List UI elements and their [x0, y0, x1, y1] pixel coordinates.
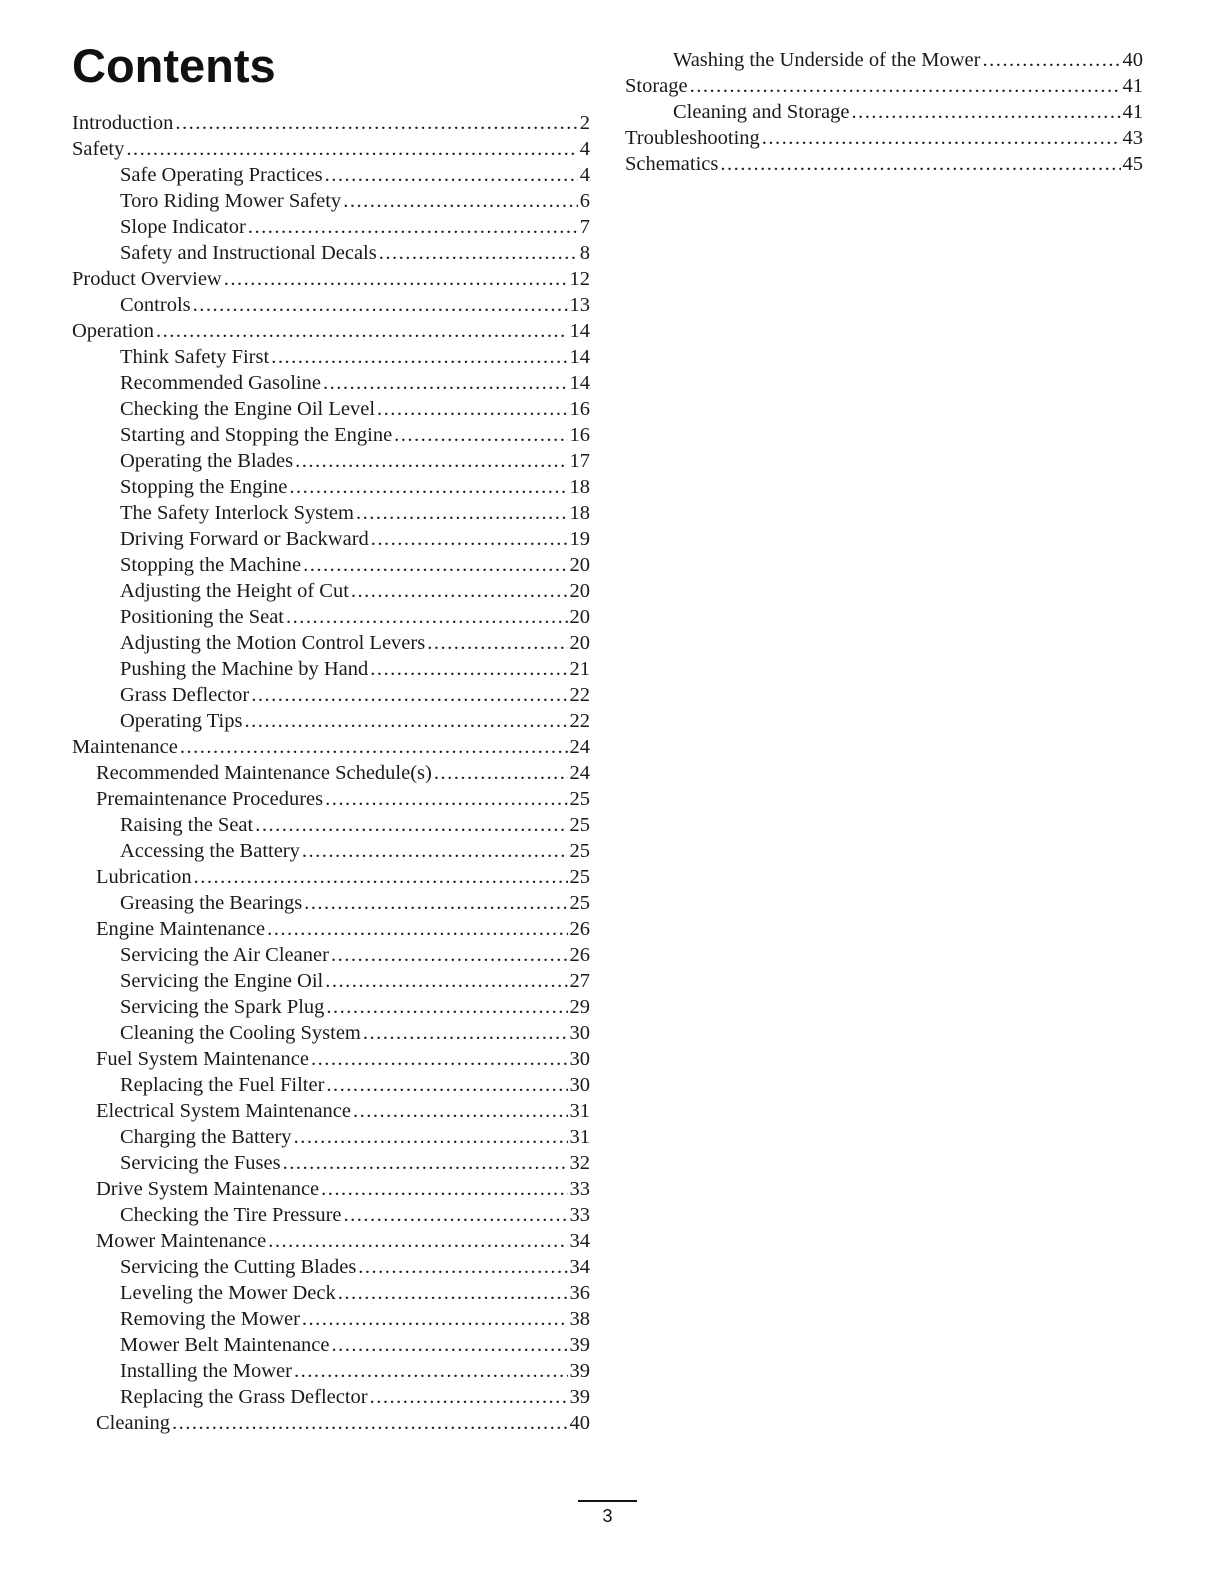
- toc-entry-label: Cleaning the Cooling System: [120, 1022, 361, 1044]
- dot-leader: [294, 1124, 568, 1150]
- toc-entry-page: 36: [569, 1282, 590, 1304]
- toc-entry-page: 31: [569, 1126, 590, 1148]
- toc-entry-page: 19: [569, 528, 590, 550]
- toc-entry-label: Accessing the Battery: [120, 840, 300, 862]
- toc-entry-page: 16: [569, 398, 590, 420]
- toc-entry-label: Starting and Stopping the Engine: [120, 424, 393, 446]
- toc-entry-label: Engine Maintenance: [96, 918, 266, 940]
- toc-entry[interactable]: [72, 1202, 590, 1228]
- toc-entry-page: 39: [569, 1360, 590, 1382]
- toc-entry[interactable]: [72, 136, 590, 162]
- dot-leader: [251, 682, 567, 708]
- toc-entry[interactable]: [72, 396, 590, 422]
- dot-leader: [982, 47, 1120, 73]
- toc-entry[interactable]: [625, 99, 1143, 125]
- toc-entry-page: 30: [569, 1048, 590, 1070]
- dot-leader: [268, 1228, 567, 1254]
- toc-entry[interactable]: [72, 682, 590, 708]
- toc-entry[interactable]: [72, 422, 590, 448]
- toc-entry-page: 24: [569, 736, 590, 758]
- toc-entry-label: Operating the Blades: [120, 450, 294, 472]
- toc-entry[interactable]: [72, 1046, 590, 1072]
- toc-entry[interactable]: [72, 110, 590, 136]
- toc-entry-page: 17: [569, 450, 590, 472]
- dot-leader: [193, 292, 568, 318]
- dot-leader: [244, 708, 567, 734]
- dot-leader: [267, 916, 567, 942]
- toc-entry[interactable]: [72, 786, 590, 812]
- dot-leader: [351, 578, 568, 604]
- toc-entry-page: 45: [1122, 153, 1143, 175]
- toc-entry[interactable]: [72, 292, 590, 318]
- toc-entry-page: 26: [569, 944, 590, 966]
- dot-leader: [370, 1384, 568, 1410]
- toc-entry-label: Slope Indicator: [120, 216, 246, 238]
- toc-entry[interactable]: [72, 838, 590, 864]
- toc-entry-label: Checking the Engine Oil Level: [120, 398, 376, 420]
- toc-entry-label: Replacing the Fuel Filter: [120, 1074, 325, 1096]
- toc-entry-page: 16: [569, 424, 590, 446]
- toc-entry-label: The Safety Interlock System: [120, 502, 354, 524]
- dot-leader: [321, 1176, 567, 1202]
- dot-leader: [720, 151, 1120, 177]
- dot-leader: [303, 552, 567, 578]
- toc-entry-page: 24: [569, 762, 590, 784]
- dot-leader: [194, 864, 568, 890]
- toc-entry-page: 22: [569, 710, 590, 732]
- dot-leader: [325, 786, 567, 812]
- dot-leader: [302, 1306, 568, 1332]
- dot-leader: [343, 188, 578, 214]
- toc-entry[interactable]: [72, 1020, 590, 1046]
- dot-leader: [323, 370, 568, 396]
- toc-entry-page: 34: [569, 1230, 590, 1252]
- toc-entry[interactable]: [625, 151, 1143, 177]
- toc-entry-page: 8: [579, 242, 590, 264]
- dot-leader: [325, 162, 578, 188]
- toc-entry[interactable]: [72, 916, 590, 942]
- toc-entry-page: 30: [569, 1022, 590, 1044]
- toc-entry-page: 39: [569, 1334, 590, 1356]
- toc-entry-page: 14: [569, 346, 590, 368]
- toc-entry-page: 14: [569, 372, 590, 394]
- toc-entry[interactable]: [72, 578, 590, 604]
- dot-leader: [353, 1098, 567, 1124]
- toc-entry-page: 41: [1122, 75, 1143, 97]
- page-title: Contents: [72, 39, 276, 92]
- dot-leader: [325, 968, 567, 994]
- toc-entry-page: 31: [569, 1100, 590, 1122]
- toc-entry[interactable]: [72, 864, 590, 890]
- toc-entry-page: 25: [569, 840, 590, 862]
- toc-entry[interactable]: [72, 942, 590, 968]
- toc-entry-page: 13: [569, 294, 590, 316]
- toc-entry-page: 18: [569, 476, 590, 498]
- dot-leader: [286, 604, 568, 630]
- dot-leader: [180, 734, 568, 760]
- dot-leader: [338, 1280, 568, 1306]
- toc-entry-page: 34: [569, 1256, 590, 1278]
- toc-entry[interactable]: [72, 630, 590, 656]
- toc-entry-label: Safe Operating Practices: [120, 164, 323, 186]
- dot-leader: [126, 136, 577, 162]
- toc-column-right: [625, 47, 1143, 177]
- dot-leader: [379, 240, 578, 266]
- dot-leader: [690, 73, 1121, 99]
- dot-leader: [434, 760, 568, 786]
- toc-entry-page: 25: [569, 814, 590, 836]
- toc-entry-page: 18: [569, 502, 590, 524]
- toc-entry-label: Safety and Instructional Decals: [120, 242, 377, 264]
- toc-entry[interactable]: [72, 500, 590, 526]
- toc-entry-page: 39: [569, 1386, 590, 1408]
- toc-entry-label: Toro Riding Mower Safety: [120, 190, 342, 212]
- dot-leader: [326, 1072, 567, 1098]
- toc-entry-page: 38: [569, 1308, 590, 1330]
- toc-entry-label: Servicing the Air Cleaner: [120, 944, 329, 966]
- dot-leader: [311, 1046, 568, 1072]
- toc-entry[interactable]: [72, 1124, 590, 1150]
- dot-leader: [356, 500, 568, 526]
- toc-entry[interactable]: [72, 370, 590, 396]
- toc-entry[interactable]: [72, 604, 590, 630]
- toc-entry[interactable]: [72, 240, 590, 266]
- toc-entry-page: 29: [569, 996, 590, 1018]
- toc-entry-label: Troubleshooting: [625, 127, 760, 149]
- toc-entry-label: Servicing the Engine Oil: [120, 970, 324, 992]
- toc-entry-page: 6: [579, 190, 590, 212]
- dot-leader: [358, 1254, 567, 1280]
- page-number: 3: [602, 1506, 613, 1526]
- toc-entry-label: Cleaning: [96, 1412, 171, 1434]
- toc-entry-label: Mower Maintenance: [96, 1230, 267, 1252]
- toc-entry-label: Drive System Maintenance: [96, 1178, 320, 1200]
- dot-leader: [377, 396, 567, 422]
- dot-leader: [371, 526, 568, 552]
- toc-entry-page: 32: [569, 1152, 590, 1174]
- dot-leader: [762, 125, 1121, 151]
- toc-entry-page: 25: [569, 866, 590, 888]
- toc-entry[interactable]: [72, 552, 590, 578]
- dot-leader: [331, 942, 568, 968]
- dot-leader: [224, 266, 568, 292]
- toc-entry-label: Introduction: [72, 112, 174, 134]
- toc-entry[interactable]: [72, 448, 590, 474]
- dot-leader: [248, 214, 578, 240]
- toc-entry-page: 40: [569, 1412, 590, 1434]
- toc-entry[interactable]: [72, 1228, 590, 1254]
- toc-entry[interactable]: [72, 1358, 590, 1384]
- dot-leader: [304, 890, 567, 916]
- toc-entry-label: Grass Deflector: [120, 684, 250, 706]
- toc-entry-label: Servicing the Cutting Blades: [120, 1256, 357, 1278]
- toc-entry-label: Safety: [72, 138, 125, 160]
- toc-entry-label: Operation: [72, 320, 154, 342]
- toc-entry-page: 7: [579, 216, 590, 238]
- toc-entry-label: Checking the Tire Pressure: [120, 1204, 342, 1226]
- toc-entry-label: Removing the Mower: [120, 1308, 300, 1330]
- dot-leader: [427, 630, 567, 656]
- toc-entry-label: Servicing the Fuses: [120, 1152, 281, 1174]
- toc-entry-page: 33: [569, 1204, 590, 1226]
- toc-entry-page: 4: [579, 164, 590, 186]
- toc-entry-label: Replacing the Grass Deflector: [120, 1386, 368, 1408]
- dot-leader: [156, 318, 568, 344]
- toc-entry-label: Recommended Gasoline: [120, 372, 321, 394]
- toc-entry-page: 12: [569, 268, 590, 290]
- toc-entry-label: Storage: [625, 75, 688, 97]
- toc-entry-label: Maintenance: [72, 736, 178, 758]
- toc-entry[interactable]: [72, 474, 590, 500]
- dot-leader: [172, 1410, 567, 1436]
- toc-entry-label: Stopping the Engine: [120, 476, 288, 498]
- toc-entry-page: 43: [1122, 127, 1143, 149]
- toc-entry-label: Mower Belt Maintenance: [120, 1334, 330, 1356]
- dot-leader: [851, 99, 1120, 125]
- toc-entry-page: 20: [569, 606, 590, 628]
- toc-entry-label: Product Overview: [72, 268, 222, 290]
- toc-entry-label: Adjusting the Motion Control Levers: [120, 632, 426, 654]
- toc-entry-label: Installing the Mower: [120, 1360, 292, 1382]
- toc-entry-label: Washing the Underside of the Mower: [673, 49, 981, 71]
- toc-entry[interactable]: [72, 1098, 590, 1124]
- toc-entry[interactable]: [72, 1332, 590, 1358]
- toc-entry-page: 26: [569, 918, 590, 940]
- dot-leader: [294, 1358, 568, 1384]
- toc-entry[interactable]: [72, 162, 590, 188]
- toc-entry-page: 21: [569, 658, 590, 680]
- toc-entry[interactable]: [72, 344, 590, 370]
- dot-leader: [370, 656, 567, 682]
- toc-entry[interactable]: [72, 1254, 590, 1280]
- toc-entry-label: Recommended Maintenance Schedule(s): [96, 762, 432, 784]
- toc-entry-page: 4: [579, 138, 590, 160]
- toc-entry-label: Driving Forward or Backward: [120, 528, 369, 550]
- toc-entry-label: Think Safety First: [120, 346, 270, 368]
- toc-entry[interactable]: [72, 1410, 590, 1436]
- toc-entry-page: 20: [569, 632, 590, 654]
- toc-entry-page: 25: [569, 788, 590, 810]
- dot-leader: [283, 1150, 568, 1176]
- toc-entry-label: Schematics: [625, 153, 719, 175]
- toc-entry[interactable]: [72, 1072, 590, 1098]
- toc-entry[interactable]: [72, 708, 590, 734]
- toc-entry-label: Fuel System Maintenance: [96, 1048, 309, 1070]
- toc-entry-label: Raising the Seat: [120, 814, 254, 836]
- toc-entry[interactable]: [72, 812, 590, 838]
- toc-entry-label: Electrical System Maintenance: [96, 1100, 352, 1122]
- toc-entry-label: Operating Tips: [120, 710, 243, 732]
- toc-entry[interactable]: [72, 188, 590, 214]
- toc-entry[interactable]: [72, 656, 590, 682]
- toc-entry-page: 30: [569, 1074, 590, 1096]
- dot-leader: [331, 1332, 567, 1358]
- toc-entry[interactable]: [72, 1280, 590, 1306]
- toc-entry-label: Charging the Battery: [120, 1126, 292, 1148]
- dot-leader: [326, 994, 567, 1020]
- toc-entry-page: 22: [569, 684, 590, 706]
- toc-entry-page: 41: [1122, 101, 1143, 123]
- footer-rule: [578, 1500, 637, 1502]
- toc-entry[interactable]: [72, 760, 590, 786]
- toc-entry[interactable]: [72, 266, 590, 292]
- toc-entry[interactable]: [72, 214, 590, 240]
- toc-entry[interactable]: [72, 994, 590, 1020]
- toc-entry[interactable]: [625, 47, 1143, 73]
- toc-entry-page: 2: [579, 112, 590, 134]
- toc-entry[interactable]: [72, 968, 590, 994]
- dot-leader: [344, 1202, 568, 1228]
- dot-leader: [363, 1020, 568, 1046]
- toc-entry-label: Stopping the Machine: [120, 554, 302, 576]
- toc-entry[interactable]: [72, 734, 590, 760]
- toc-entry-label: Greasing the Bearings: [120, 892, 303, 914]
- toc-entry-label: Controls: [120, 294, 191, 316]
- toc-entry-page: 27: [569, 970, 590, 992]
- toc-entry-page: 25: [569, 892, 590, 914]
- dot-leader: [394, 422, 567, 448]
- toc-column-left: [72, 110, 590, 1436]
- toc-entry-label: Leveling the Mower Deck: [120, 1282, 336, 1304]
- dot-leader: [295, 448, 567, 474]
- toc-entry-page: 20: [569, 554, 590, 576]
- toc-entry-label: Lubrication: [96, 866, 192, 888]
- toc-entry[interactable]: [72, 1384, 590, 1410]
- toc-entry-page: 20: [569, 580, 590, 602]
- toc-entry[interactable]: [625, 73, 1143, 99]
- toc-entry-page: 40: [1122, 49, 1143, 71]
- toc-entry[interactable]: [72, 1306, 590, 1332]
- dot-leader: [302, 838, 568, 864]
- toc-entry[interactable]: [72, 526, 590, 552]
- toc-entry[interactable]: [625, 125, 1143, 151]
- toc-entry-label: Servicing the Spark Plug: [120, 996, 325, 1018]
- toc-entry-label: Adjusting the Height of Cut: [120, 580, 349, 602]
- dot-leader: [271, 344, 567, 370]
- toc-entry-page: 14: [569, 320, 590, 342]
- toc-entry[interactable]: [72, 890, 590, 916]
- toc-entry-page: 33: [569, 1178, 590, 1200]
- toc-entry[interactable]: [72, 1176, 590, 1202]
- toc-entry-label: Cleaning and Storage: [673, 101, 850, 123]
- toc-entry[interactable]: [72, 318, 590, 344]
- dot-leader: [175, 110, 577, 136]
- dot-leader: [255, 812, 567, 838]
- toc-entry-label: Premaintenance Procedures: [96, 788, 324, 810]
- toc-entry-label: Pushing the Machine by Hand: [120, 658, 369, 680]
- dot-leader: [289, 474, 567, 500]
- toc-entry-label: Positioning the Seat: [120, 606, 284, 628]
- toc-entry[interactable]: [72, 1150, 590, 1176]
